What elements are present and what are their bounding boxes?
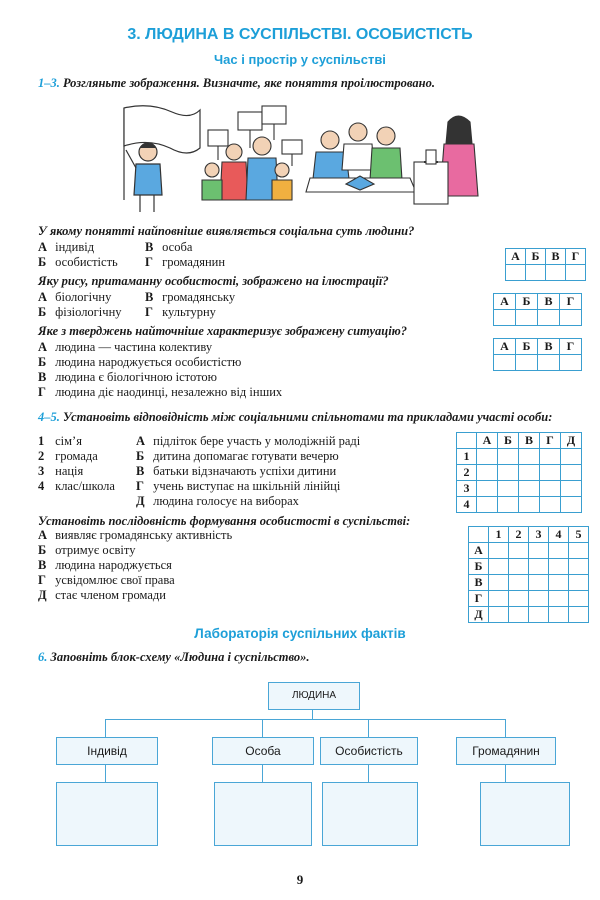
- answer-cell[interactable]: [538, 355, 560, 371]
- q2-answer-grid: А Б В Г: [493, 293, 582, 326]
- page-number: 9: [296, 872, 304, 887]
- example-item: Г учень виступає на шкільній лінійці: [136, 479, 341, 493]
- q3-option-g: Г людина діє наодинці, незалежно від інших: [38, 385, 283, 399]
- sequence-item: В людина народжується: [38, 558, 172, 572]
- task-6-instruction: [38, 650, 310, 665]
- flowchart-node-osobystist: Особистість: [320, 737, 418, 765]
- answer-cell[interactable]: [489, 607, 509, 623]
- flowchart-root-node: ЛЮДИНА: [268, 682, 360, 710]
- answer-cell[interactable]: [549, 591, 569, 607]
- page-title: 3. ЛЮДИНА В СУСПІЛЬСТВІ. ОСОБИСТІСТЬ: [127, 26, 473, 43]
- flowchart-node-hromadianyn: Громадянин: [456, 737, 556, 765]
- q3-option-v: В людина є біологічною істотою: [38, 370, 217, 384]
- task-text: Установіть відповідність між соціальними спільнотами та прикладами участі особи:: [63, 410, 553, 424]
- answer-cell[interactable]: [540, 497, 561, 513]
- group-work-illustration: [306, 123, 416, 192]
- task-5-instruction: Установіть послідовність формування особистості в суспільстві:: [38, 514, 411, 528]
- community-item: 4 клас/школа: [38, 479, 115, 493]
- sequence-item: Б отримує освіту: [38, 543, 136, 557]
- flag-person-illustration: [124, 106, 200, 212]
- q1-option-g: Г громадянин: [145, 255, 226, 269]
- answer-cell[interactable]: [477, 449, 498, 465]
- task-text: Розгляньте зображення. Визначте, яке поняття проілюстровано.: [63, 76, 435, 90]
- answer-cell[interactable]: [569, 543, 589, 559]
- task-number: 1–3.: [38, 76, 60, 90]
- sequence-item: А виявляє громадянську активність: [38, 528, 233, 542]
- q2-option-b: Б фізіологічну: [38, 305, 122, 319]
- task-1-3-instruction: [38, 76, 435, 91]
- community-item: 2 громада: [38, 449, 98, 463]
- answer-cell[interactable]: [546, 265, 566, 281]
- answer-cell[interactable]: [516, 310, 538, 326]
- connector-line: [368, 764, 369, 782]
- example-item: Б дитина допомагає готувати вечерю: [136, 449, 339, 463]
- q3-answer-grid: А Б В Г: [493, 338, 582, 371]
- connector-line: [505, 764, 506, 782]
- answer-cell[interactable]: [569, 607, 589, 623]
- flowchart-answer-box[interactable]: [480, 782, 570, 846]
- answer-cell[interactable]: [489, 591, 509, 607]
- task-4-answer-grid: А Б В Г Д 1 2 3 4: [456, 432, 582, 513]
- answer-cell[interactable]: [498, 465, 519, 481]
- answer-cell[interactable]: [509, 559, 529, 575]
- answer-cell[interactable]: [509, 543, 529, 559]
- answer-cell[interactable]: [489, 559, 509, 575]
- answer-cell[interactable]: [519, 449, 540, 465]
- connector-line: [105, 764, 106, 782]
- answer-cell[interactable]: [529, 543, 549, 559]
- answer-cell[interactable]: [509, 607, 529, 623]
- answer-cell[interactable]: [489, 575, 509, 591]
- answer-cell[interactable]: [540, 449, 561, 465]
- answer-cell[interactable]: [561, 481, 582, 497]
- connector-line: [105, 719, 106, 737]
- answer-cell[interactable]: [540, 465, 561, 481]
- answer-cell[interactable]: [549, 559, 569, 575]
- question-3-text: Яке з тверджень найточніше характеризує зображену ситуацію?: [38, 324, 408, 338]
- answer-cell[interactable]: [509, 591, 529, 607]
- q1-option-a: А індивід: [38, 240, 95, 254]
- answer-cell[interactable]: [566, 265, 586, 281]
- answer-cell[interactable]: [498, 497, 519, 513]
- task-number: 6.: [38, 650, 48, 664]
- answer-cell[interactable]: [489, 543, 509, 559]
- question-1-text: У якому понятті найповніше виявляється соціальна суть людини?: [38, 224, 415, 238]
- sequence-item: Г усвідомлює свої права: [38, 573, 175, 587]
- q3-option-a: А людина — частина колективу: [38, 340, 213, 354]
- answer-cell[interactable]: [494, 310, 516, 326]
- answer-cell[interactable]: [519, 465, 540, 481]
- answer-cell[interactable]: [569, 575, 589, 591]
- answer-cell[interactable]: [549, 607, 569, 623]
- answer-cell[interactable]: [561, 497, 582, 513]
- answer-cell[interactable]: [494, 355, 516, 371]
- community-item: 1 сім’я: [38, 434, 82, 448]
- answer-cell[interactable]: [569, 559, 589, 575]
- task-number: 4–5.: [38, 410, 60, 424]
- q2-option-g: Г культурну: [145, 305, 216, 319]
- q2-option-a: А біологічну: [38, 290, 112, 304]
- answer-cell[interactable]: [529, 591, 549, 607]
- lab-section-title: Лабораторія суспільних фактів: [194, 626, 406, 641]
- answer-cell[interactable]: [561, 465, 582, 481]
- flowchart-node-individ: Індивід: [56, 737, 158, 765]
- answer-cell[interactable]: [519, 481, 540, 497]
- flowchart-answer-box[interactable]: [214, 782, 312, 846]
- answer-cell[interactable]: [549, 543, 569, 559]
- answer-cell[interactable]: [477, 465, 498, 481]
- answer-cell[interactable]: [519, 497, 540, 513]
- answer-cell[interactable]: [498, 449, 519, 465]
- q1-answer-grid: А Б В Г: [505, 248, 586, 281]
- task-5-answer-grid: 1 2 3 4 5 А Б В Г Д: [468, 526, 589, 623]
- connector-line: [262, 764, 263, 782]
- question-2-text: Яку рису, притаманну особистості, зображено на ілюстрації?: [38, 274, 389, 288]
- q1-option-b: Б особистість: [38, 255, 118, 269]
- protest-group-illustration: [202, 106, 302, 200]
- answer-cell[interactable]: [509, 575, 529, 591]
- answer-cell[interactable]: [561, 449, 582, 465]
- answer-cell[interactable]: [560, 355, 582, 371]
- answer-cell[interactable]: [529, 559, 549, 575]
- connector-line: [262, 719, 263, 737]
- community-item: 3 нація: [38, 464, 84, 478]
- answer-cell[interactable]: [498, 481, 519, 497]
- example-item: В батьки відзначають успіхи дитини: [136, 464, 337, 478]
- answer-cell[interactable]: [569, 591, 589, 607]
- task-4-5-instruction: [38, 410, 552, 425]
- flowchart-node-osoba: Особа: [212, 737, 314, 765]
- answer-cell[interactable]: [529, 607, 549, 623]
- sequence-item: Д стає членом громади: [38, 588, 166, 602]
- answer-cell[interactable]: [560, 310, 582, 326]
- example-item: Д людина голосує на виборах: [136, 494, 299, 508]
- answer-cell[interactable]: [529, 575, 549, 591]
- answer-cell[interactable]: [526, 265, 546, 281]
- task-text: Заповніть блок-схему «Людина і суспільство».: [50, 650, 310, 664]
- connector-line: [105, 719, 505, 720]
- example-item: А підліток бере участь у молодіжній раді: [136, 434, 361, 448]
- answer-cell[interactable]: [506, 265, 526, 281]
- answer-cell[interactable]: [516, 355, 538, 371]
- answer-cell[interactable]: [540, 481, 561, 497]
- voting-person-illustration: [414, 116, 478, 204]
- q2-option-v: В громадянську: [145, 290, 236, 304]
- page-subtitle: Час і простір у суспільстві: [214, 52, 386, 67]
- flowchart-answer-box[interactable]: [322, 782, 418, 846]
- connector-line: [368, 719, 369, 737]
- flowchart-answer-box[interactable]: [56, 782, 158, 846]
- connector-line: [312, 709, 313, 719]
- answer-cell[interactable]: [477, 497, 498, 513]
- q1-option-v: В особа: [145, 240, 193, 254]
- answer-cell[interactable]: [549, 575, 569, 591]
- answer-cell[interactable]: [538, 310, 560, 326]
- answer-cell[interactable]: [477, 481, 498, 497]
- connector-line: [505, 719, 506, 737]
- illustration-strip: [110, 100, 490, 215]
- q3-option-b: Б людина народжується особистістю: [38, 355, 242, 369]
